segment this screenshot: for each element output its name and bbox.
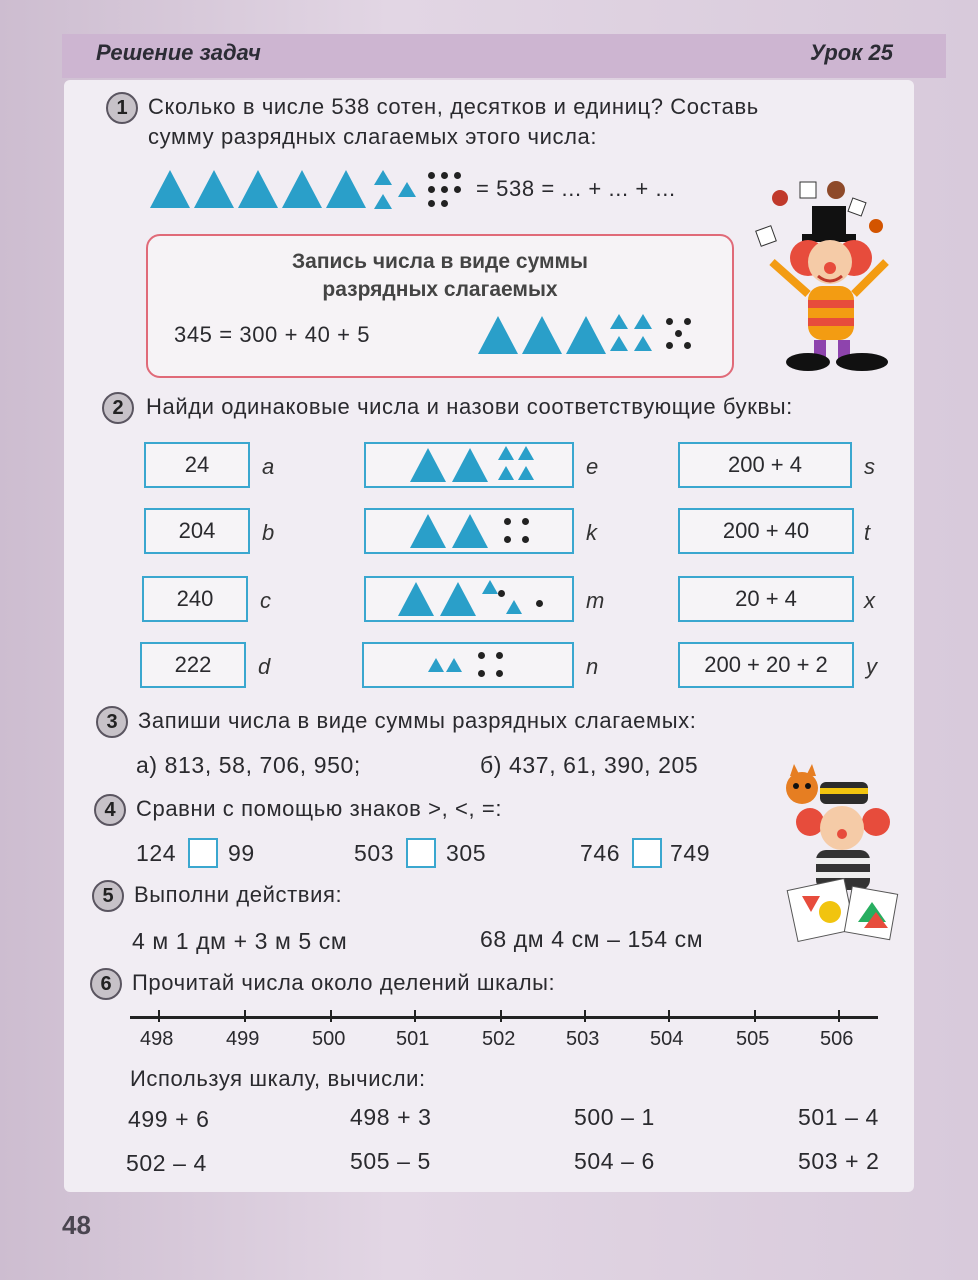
- task-3-number: 3: [96, 706, 128, 738]
- task-1-text-line2: сумму разрядных слагаемых этого числа:: [148, 124, 598, 149]
- scale-tick: [838, 1010, 840, 1022]
- calc-expression: 499 + 6: [128, 1106, 210, 1132]
- compare-right: 99: [228, 840, 255, 866]
- compare-sign-box[interactable]: [632, 838, 662, 868]
- juggling-clown-illustration: [750, 176, 900, 376]
- answer-letter: n: [586, 654, 599, 679]
- page-number: 48: [62, 1210, 91, 1240]
- picture-box: [364, 442, 574, 488]
- scale-label: 501: [396, 1028, 430, 1050]
- compare-sign-box[interactable]: [406, 838, 436, 868]
- scale-tick: [500, 1010, 502, 1022]
- sum-box: 200 + 40: [678, 508, 854, 554]
- task-2-text: Найди одинаковые числа и назови соответствующие буквы:: [146, 394, 793, 419]
- answer-letter: d: [258, 654, 271, 679]
- scale-label: 505: [736, 1028, 770, 1050]
- scale-label: 498: [140, 1028, 174, 1050]
- rule-box-title-line1: Запись числа в виде суммы: [292, 250, 588, 273]
- task-1-number: 1: [106, 92, 138, 124]
- compare-left: 746: [580, 840, 621, 866]
- scale-label: 500: [312, 1028, 346, 1050]
- compare-right: 749: [670, 840, 711, 866]
- answer-letter: b: [262, 520, 275, 545]
- answer-letter: s: [864, 454, 875, 479]
- task-4-number: 4: [94, 794, 126, 826]
- calc-expression: 505 – 5: [350, 1148, 431, 1174]
- lesson-title: Урок 25: [810, 40, 893, 65]
- calc-expression: 503 + 2: [798, 1148, 880, 1174]
- calc-expression: 502 – 4: [126, 1150, 207, 1176]
- task-5-number: 5: [92, 880, 124, 912]
- picture-box: [362, 642, 574, 688]
- task-2-number: 2: [102, 392, 134, 424]
- answer-letter: x: [864, 588, 875, 613]
- calc-expression: 498 + 3: [350, 1104, 432, 1130]
- task-4-text: Сравни с помощью знаков >, <, =:: [136, 796, 503, 821]
- scale-tick: [754, 1010, 756, 1022]
- scale-label: 503: [566, 1028, 600, 1050]
- task-3-text: Запиши числа в виде суммы разрядных слагаемых:: [138, 708, 697, 733]
- answer-letter: c: [260, 588, 271, 613]
- sum-box: 200 + 20 + 2: [678, 642, 854, 688]
- calc-expression: 504 – 6: [574, 1148, 655, 1174]
- task-6-subtext: Используя шкалу, вычисли:: [130, 1066, 426, 1091]
- task-3-part-a: а) 813, 58, 706, 950;: [136, 752, 361, 778]
- compare-left: 503: [354, 840, 395, 866]
- task-5-expression-1: 4 м 1 дм + 3 м 5 см: [132, 928, 348, 954]
- compare-right: 305: [446, 840, 487, 866]
- answer-letter: e: [586, 454, 599, 479]
- scale-label: 506: [820, 1028, 854, 1050]
- section-title: Решение задач: [96, 40, 261, 65]
- calc-expression: 500 – 1: [574, 1104, 655, 1130]
- picture-box: [364, 576, 574, 622]
- number-box: 204: [144, 508, 250, 554]
- number-scale-line: [130, 1016, 878, 1019]
- compare-sign-box[interactable]: [188, 838, 218, 868]
- scale-tick: [158, 1010, 160, 1022]
- number-box: 24: [144, 442, 250, 488]
- task-1-text-line1: Сколько в числе 538 сотен, десятков и единиц? Составь: [148, 94, 759, 119]
- answer-letter: k: [586, 520, 597, 545]
- number-box: 222: [140, 642, 246, 688]
- calc-expression: 501 – 4: [798, 1104, 879, 1130]
- task-5-text: Выполни действия:: [134, 882, 343, 907]
- task-1-equation: = 538 = ... + ... + ...: [476, 176, 676, 201]
- answer-letter: m: [586, 588, 605, 613]
- rule-box: [146, 234, 734, 378]
- scale-tick: [244, 1010, 246, 1022]
- answer-letter: y: [866, 654, 877, 679]
- sum-box: 20 + 4: [678, 576, 854, 622]
- answer-letter: t: [864, 520, 871, 545]
- rule-box-example: 345 = 300 + 40 + 5: [174, 322, 371, 347]
- picture-box: [364, 508, 574, 554]
- clown-with-shapes-illustration: [772, 762, 902, 948]
- answer-letter: a: [262, 454, 275, 479]
- rule-box-title-line2: разрядных слагаемых: [322, 278, 558, 301]
- task-6-number: 6: [90, 968, 122, 1000]
- scale-label: 502: [482, 1028, 516, 1050]
- sum-box: 200 + 4: [678, 442, 852, 488]
- task-3-part-b: б) 437, 61, 390, 205: [480, 752, 699, 778]
- task-5-expression-2: 68 дм 4 см – 154 см: [480, 926, 704, 952]
- scale-label: 504: [650, 1028, 684, 1050]
- scale-tick: [668, 1010, 670, 1022]
- task-6-text: Прочитай числа около делений шкалы:: [132, 970, 556, 995]
- scale-tick: [584, 1010, 586, 1022]
- number-box: 240: [142, 576, 248, 622]
- scale-label: 499: [226, 1028, 260, 1050]
- scale-tick: [414, 1010, 416, 1022]
- compare-left: 124: [136, 840, 177, 866]
- scale-tick: [330, 1010, 332, 1022]
